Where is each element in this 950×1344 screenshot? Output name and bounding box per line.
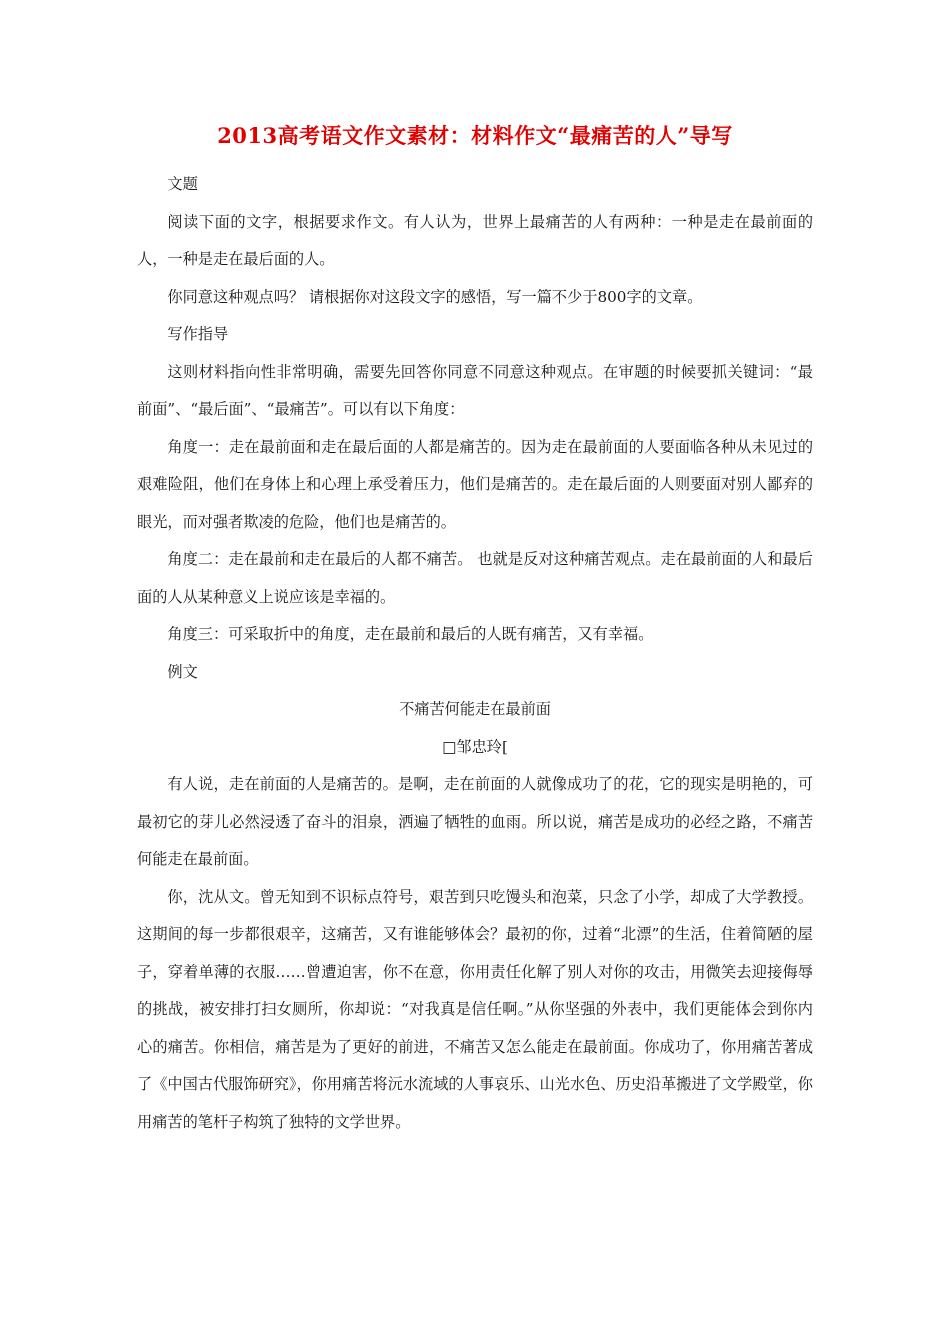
essay-title: 不痛苦何能走在最前面	[399, 700, 551, 718]
essay-paragraph: 有人说，走在前面的人是痛苦的。是啊，走在前面的人就像成功了的花，它的现实是明艳的，可最初它的芽儿必然浸透了奋斗的泪泉，洒遍了牺牲的血雨。所以说，痛苦是成功的必经之路，不痛苦何能走在最前面。	[137, 775, 813, 868]
guidance-paragraph: 角度二：走在最前和走在最后的人都不痛苦。 也就是反对这种痛苦观点。走在最前面的人和最后面的人从某种意义上说应该是幸福的。	[137, 550, 813, 606]
guidance-paragraph: 角度三：可采取折中的角度，走在最前和最后的人既有痛苦，又有幸福。	[167, 625, 654, 643]
guidance-paragraph: 角度一：走在最前面和走在最后面的人都是痛苦的。因为走在最前面的人要面临各种从未见过的艰难险阻，他们在身体上和心理上承受着压力，他们是痛苦的。走在最后面的人则要面对别人鄙弃的眼光，而对强者欺凌的危险，他们也是痛苦的。	[137, 437, 813, 531]
document-title: 2013高考语文作文素材：材料作文“最痛苦的人”导写	[217, 123, 733, 148]
prompt-paragraph: 阅读下面的文字，根据要求作文。有人认为，世界上最痛苦的人有两种：一种是走在最前面的人，一种是走在最后面的人。	[137, 212, 813, 268]
essay-author: □邹忠玲[	[442, 737, 508, 756]
prompt-paragraph: 你同意这种观点吗？ 请根据你对这段文字的感悟，写一篇不少于800字的文章。	[167, 287, 703, 306]
section-heading-example: 例文	[167, 662, 198, 681]
essay-paragraph: 你，沈从文。曾无知到不识标点符号，艰苦到只吃馒头和泡菜，只念了小学，却成了大学教授。这期间的每一步都很艰辛，这痛苦，又有谁能够体会？最初的你，过着“北漂”的生活，住着简陋的屋子，穿着单薄的衣服……曾遭迫害，你不在意，你用责任化解了别人对你的攻击，用微笑去迎接侮辱的挑战，被安排打扫女厕所，你却说：“对我真是信任啊。”从你坚强的外表中，我们更能体会到你内心的痛苦。你相信，痛苦是为了更好的前进，不痛苦又怎么能走在最前面。你成功了，你用痛苦著成了《中国古代服饰研究》，你用痛苦将沅水流域的人事哀乐、山光水色、历史沿革搬进了文学殿堂，你用痛苦的笔杆子构筑了独特的文学世界。	[137, 887, 813, 1131]
section-heading-guidance: 写作指导	[167, 325, 229, 343]
guidance-paragraph: 这则材料指向性非常明确，需要先回答你同意不同意这种观点。在审题的时候要抓关键词：“最前面”、“最后面”、“最痛苦”。可以有以下角度：	[137, 362, 813, 418]
section-heading-topic: 文题	[167, 175, 198, 193]
document-page	[137, 118, 813, 1141]
